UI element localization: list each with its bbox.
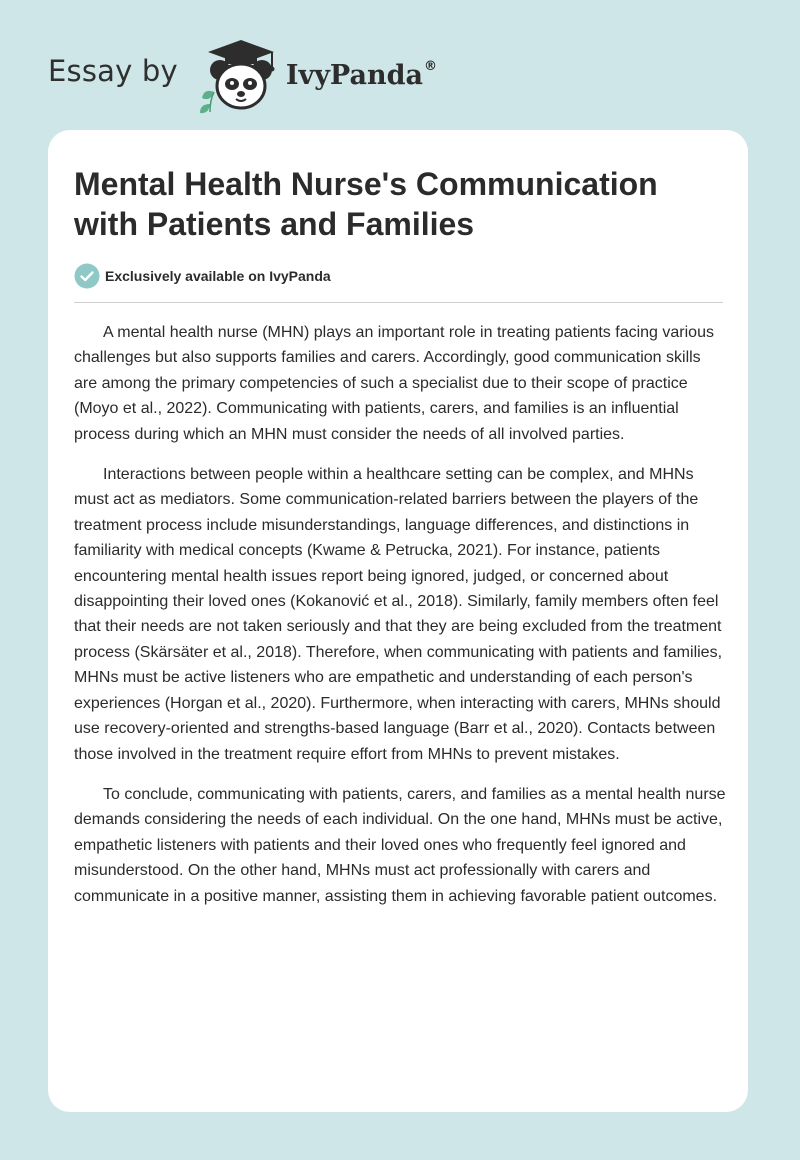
registered-mark: ®	[423, 59, 437, 74]
page-title: Mental Health Nurse's Communication with Patients and Families	[74, 166, 658, 242]
paragraph-2: Interactions between people within a healthcare setting can be complex, and MHNs must act as mediators. Some communication-related barriers between the players of the treatment process include misunderstandings, language differences, and distinctions in familiarity with medical concepts (Kwame & Petrucka, 2021). For instance, patients encountering mental health issues report being ignored, judged, or concerned about disappointing their loved ones (Kokanović et al., 2018). Similarly, family members often feel that their needs are not taken seriously and that they are being excluded from the treatment process (Skärsäter et al., 2018). Therefore, when communicating with patients and families, MHNs must be active listeners who are empathetic and understanding of each person's experiences (Horgan et al., 2020). Furthermore, when interacting with carers, MHNs should use recovery-oriented and strengths-based language (Barr et al., 2020). Contacts between those involved in the treatment require effort from MHNs to prevent mistakes.	[74, 466, 723, 763]
essay-card	[48, 130, 748, 1112]
essay-by-label: Essay by	[48, 54, 178, 88]
essay-body	[74, 320, 728, 924]
divider	[74, 302, 723, 303]
paragraph-1: A mental health nurse (MHN) plays an important role in treating patients facing various challenges but also supports families and carers. Accordingly, good communication skills are among the primary competencies of such a specialist due to their scope of practice (Moyo et al., 2022). Communicating with patients, carers, and families is an influential process during which an MHN must consider the needs of all involved parties.	[74, 324, 714, 443]
paragraph-3: To conclude, communicating with patients, carers, and families as a mental health nurse demands considering the needs of each individual. On the one hand, MHNs must be active, empathetic listeners with patients and their loved ones who frequently feel ignored and misunderstood. On the other hand, MHNs must act professionally with carers and communicate in a positive manner, assisting them in achieving favorable patient outcomes.	[74, 785, 726, 905]
check-circle-icon	[74, 263, 100, 289]
badge-label: Exclusively available on IvyPanda	[105, 268, 331, 284]
brand-name[interactable]: IvyPanda®	[285, 59, 437, 91]
site-header	[48, 34, 437, 114]
ivypanda-logo-icon[interactable]	[192, 34, 284, 114]
exclusive-badge	[74, 263, 331, 289]
